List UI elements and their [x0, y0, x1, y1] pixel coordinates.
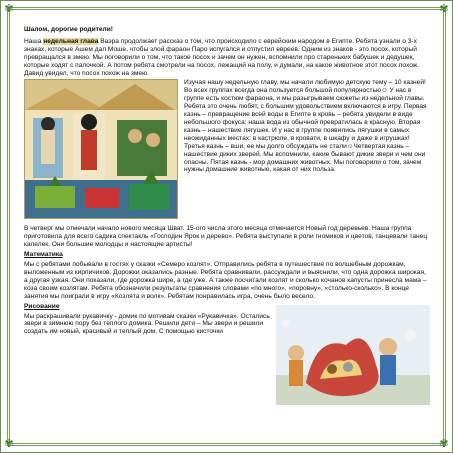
paragraph-drawing: Мы раскрашивали рукавичку - домик по мотивам сказки «Рукавичка». Остались звери в зимнюю пору без теплого домика. Решили дети – Мы звери и решили создать им новый, красивый и теплый дом. С помощью кисточки: [24, 312, 270, 336]
greeting: Шалом, дорогие родители!: [24, 26, 113, 33]
highlight-text: недельная глава: [43, 37, 99, 45]
ornament-icon: ✾: [439, 438, 449, 450]
ornament-icon: ✾: [4, 3, 14, 15]
ornament-icon: ✾: [4, 438, 14, 450]
drawing-photo: [276, 305, 430, 405]
paragraph-parasha: Наша недельная глава Ваэра продолжает рассказ о том, что происходило с еврейским народом в Египте. Ребята узнали о 3-х знаках, которые Ашем дал Моше, чтобы злой фараон Паро испугался и отпустил евреев. Одним из знаков - это посох, который превращался в змею. Мы поговорили о том, что такое посох и зачем он нужен, вспомнили про стареньких бабушек и дедушек, которые ходят с палочкой. А потом ребята смотрели на посох, лежащий на полу, и думали, на какое животное этот посох похож. Давид увидел, что посох похож на змею.: [24, 37, 420, 77]
paragraph-shvat: В четверг мы отмечали начало нового месяца Шват. 15-ого числа этого месяца отмечается Новый год деревьев. Наша группа приготовила для всего садика спектакль «Господин Ярок и дерево». Ребята выступали в роли гномиков и цветов, танцевали танец капелек. Они большие молодцы и настоящие артисты!: [24, 225, 428, 249]
newsletter-content: [24, 26, 430, 405]
ornament-icon: ✾: [439, 3, 449, 15]
paragraph-math: Мы с ребятами побывали в гостях у сказки «Семеро козлят». Отправились ребята в путешествие по волшебным дорожкам, выложенным из кирпичиков. Дорожки оказались разные. Ребята сравнивали, рассуждали и выяснили, что одна дорожка широкая, а другая узкая. Они показали, где дорожка шире, а где уже. А также посчитали козлят и сколько кочанов капусты принесла мама – коза своим козлятам. Ребята обозначили результаты сравнения словами «по много», «поровну», «столько-сколько». В конце занятия мы поиграли в игру «Козлята и волк». Ребятам понравилась игра, очень было весело.: [24, 261, 427, 300]
paragraph-plagues: Изучая нашу недельную главу, мы начали любимую детскую тему – 10 казней! Во всех группах всегда она пользуется большой популярностью☺ У нас в группе есть костюм фараона, и мы разыгрываем сюжеты из недельной главы. Ребята это очень любят, с большим удовольствием включаются в игру. Первая казнь – превращение всей воды в Египте в кровь – ребята увидели в виде небольшого фокуса: наша вода из обычной превратилась в красную. Вторая казнь – нашествие лягушек. И у нас в группе появились лягушки в самых неожиданных местах: в кастрюле, в кровати, в шкафу и даже в игрушках! Третья казнь – вши, ее мы долго обсуждать не стали☺Четвертая казнь – нашествие диких зверей. Мы вспомнили, какие бывают дикие звери и чем они опасны. Пятая казнь - мор домашних животных. Мы поговорили о том, зачем нужны домашние животные, какая от них польза.: [184, 79, 427, 174]
egypt-illustration: [24, 79, 178, 219]
section-title-drawing: Рисование: [24, 302, 60, 310]
section-title-math: Математика: [24, 251, 63, 259]
